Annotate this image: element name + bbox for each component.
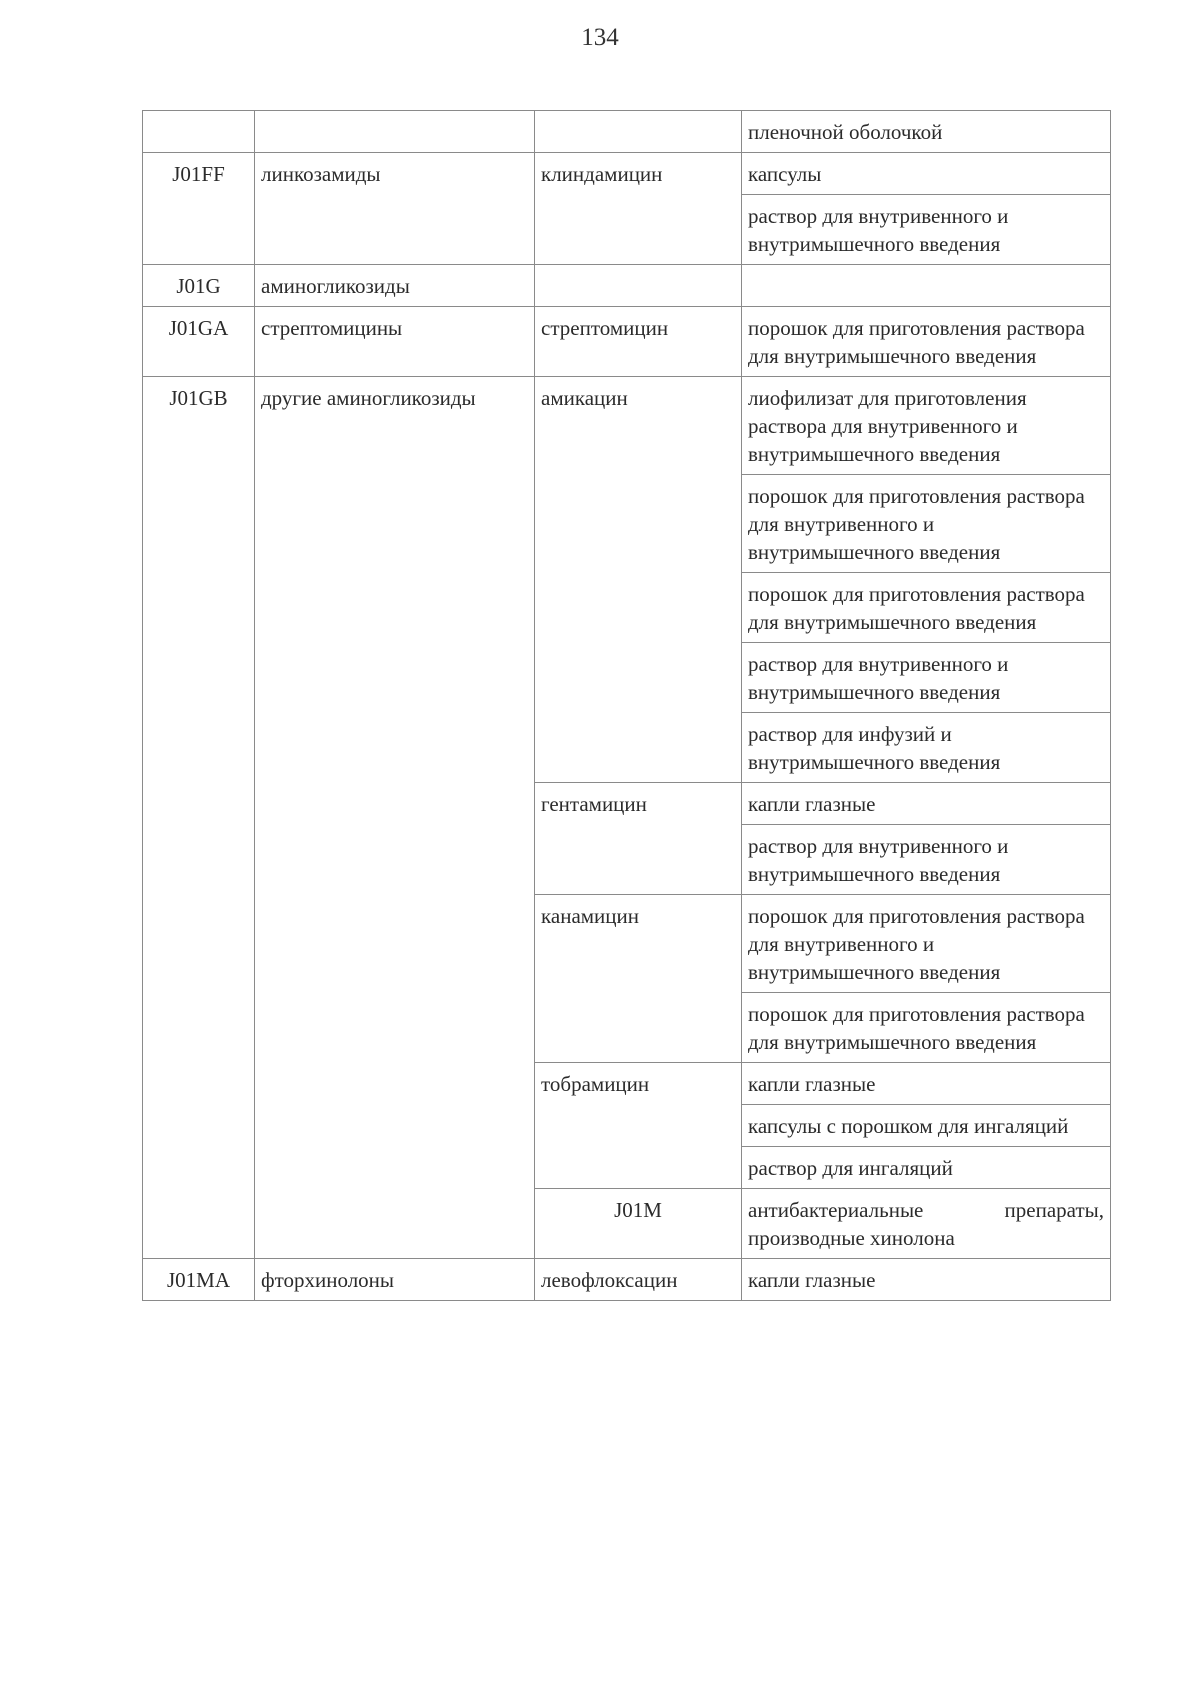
substance-cell: амикацин — [535, 377, 742, 783]
substance-cell: тобрамицин — [535, 1063, 742, 1189]
atc-code-cell — [143, 111, 255, 153]
dosage-form-cell: порошок для приготовления раствора для внутримышечного введения — [742, 573, 1111, 643]
substance-cell: стрептомицин — [535, 307, 742, 377]
substance-cell — [535, 111, 742, 153]
atc-drug-table — [142, 110, 1111, 1301]
dosage-form-cell: раствор для внутривенного и внутримышечного введения — [742, 825, 1111, 895]
dosage-form-cell: порошок для приготовления раствора для внутривенного и внутримышечного введения — [742, 475, 1111, 573]
table-row — [143, 307, 1111, 377]
group-name-cell: стрептомицины — [255, 307, 535, 377]
group-name-cell: другие аминогликозиды — [255, 377, 535, 1259]
substance-cell: клиндамицин — [535, 153, 742, 265]
atc-code-cell: J01M — [535, 1189, 742, 1259]
table-row — [143, 1259, 1111, 1301]
dosage-form-cell: лиофилизат для приготовления раствора для внутривенного и внутримышечного введения — [742, 377, 1111, 475]
atc-code-cell: J01MA — [143, 1259, 255, 1301]
dosage-form-cell: пленочной оболочкой — [742, 111, 1111, 153]
substance-cell: гентамицин — [535, 783, 742, 895]
group-name-cell: аминогликозиды — [255, 265, 535, 307]
dosage-form-cell: капли глазные — [742, 1063, 1111, 1105]
dosage-form-cell: раствор для внутривенного и внутримышечного введения — [742, 195, 1111, 265]
page-number: 134 — [581, 24, 619, 51]
table-row — [143, 111, 1111, 153]
dosage-form-cell: капсулы — [742, 153, 1111, 195]
table-row — [143, 265, 1111, 307]
substance-cell: канамицин — [535, 895, 742, 1063]
table-row — [143, 377, 1111, 475]
atc-code-cell: J01FF — [143, 153, 255, 265]
dosage-form-cell: раствор для инфузий и внутримышечного введения — [742, 713, 1111, 783]
substance-cell: левофлоксацин — [535, 1259, 742, 1301]
atc-code-cell: J01GB — [143, 377, 255, 1259]
group-name-cell: фторхинолоны — [255, 1259, 535, 1301]
dosage-form-cell: капсулы с порошком для ингаляций — [742, 1105, 1111, 1147]
atc-code-cell: J01GA — [143, 307, 255, 377]
dosage-form-cell: порошок для приготовления раствора для внутривенного и внутримышечного введения — [742, 895, 1111, 993]
dosage-form-cell: капли глазные — [742, 1259, 1111, 1301]
atc-code-cell: J01G — [143, 265, 255, 307]
dosage-form-cell: раствор для ингаляций — [742, 1147, 1111, 1189]
group-name-cell — [255, 111, 535, 153]
substance-cell — [535, 265, 742, 307]
dosage-form-cell — [742, 265, 1111, 307]
dosage-form-cell: капли глазные — [742, 783, 1111, 825]
group-name-cell: линкозамиды — [255, 153, 535, 265]
dosage-form-cell: раствор для внутривенного и внутримышечного введения — [742, 643, 1111, 713]
group-name-cell: антибактериальные препараты, производные хинолона — [742, 1189, 1111, 1259]
dosage-form-cell: порошок для приготовления раствора для внутримышечного введения — [742, 307, 1111, 377]
table-row — [143, 153, 1111, 195]
dosage-form-cell: порошок для приготовления раствора для внутримышечного введения — [742, 993, 1111, 1063]
